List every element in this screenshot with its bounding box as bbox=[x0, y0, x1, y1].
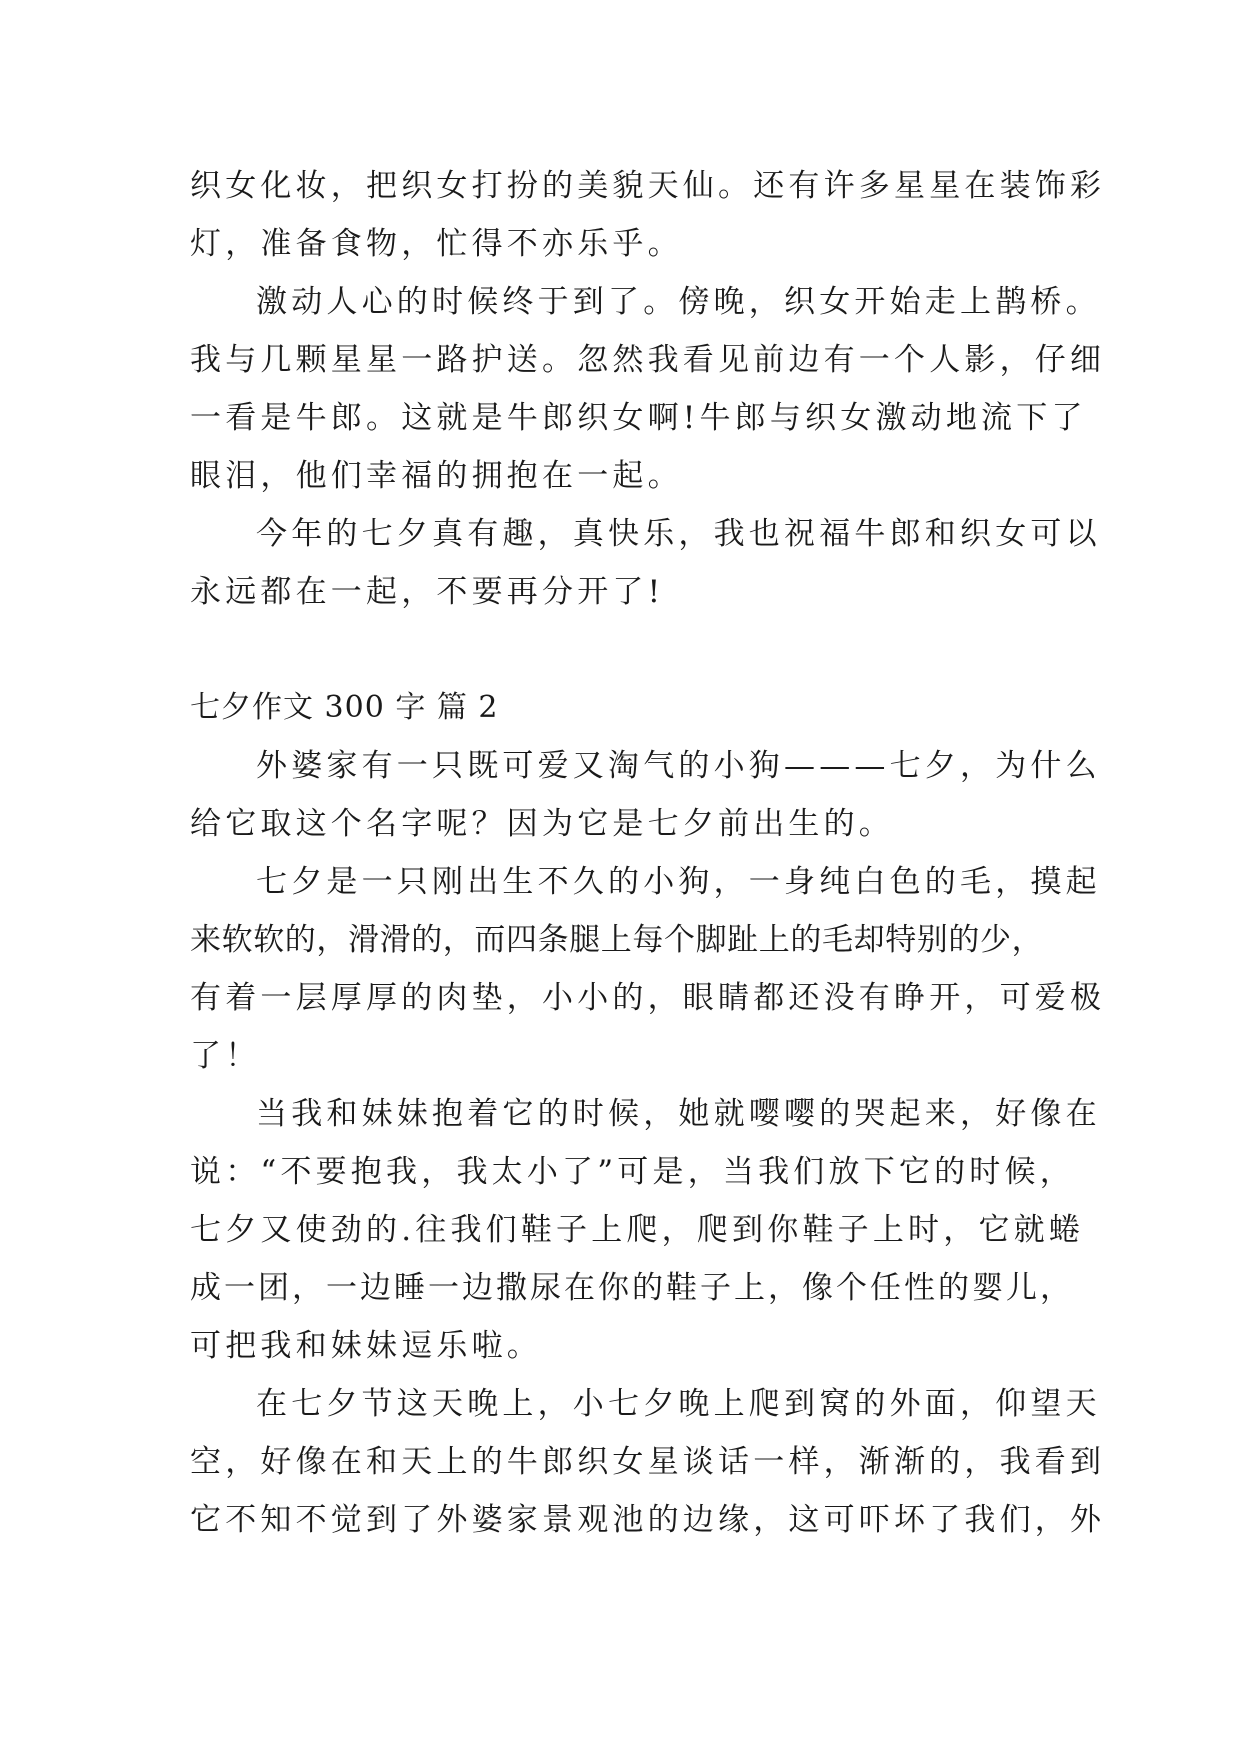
paragraph-line: 空，好像在和天上的牛郎织女星谈话一样，渐渐的，我看到 bbox=[190, 1444, 1106, 1480]
section-heading: 七夕作文 300 字 篇 2 bbox=[190, 690, 499, 725]
paragraph-line: 来软软的，滑滑的，而四条腿上每个脚趾上的毛却特别的少， bbox=[190, 922, 1044, 958]
paragraph-line: 有着一层厚厚的肉垫，小小的，眼睛都还没有睁开，可爱极 bbox=[190, 980, 1106, 1016]
paragraph-line: 了！ bbox=[190, 1038, 261, 1074]
paragraph-line: 眼泪，他们幸福的拥抱在一起。 bbox=[190, 458, 683, 494]
paragraph-line: 激动人心的时候终于到了。傍晚，织女开始走上鹊桥。 bbox=[256, 284, 1101, 320]
paragraph-line: 今年的七夕真有趣，真快乐，我也祝福牛郎和织女可以 bbox=[256, 516, 1101, 552]
paragraph-line: 我与几颗星星一路护送。忽然我看见前边有一个人影，仔细 bbox=[190, 342, 1106, 378]
paragraph-line: 说：“不要抱我，我太小了”可是，当我们放下它的时候， bbox=[190, 1154, 1075, 1190]
paragraph-line: 它不知不觉到了外婆家景观池的边缘，这可吓坏了我们，外 bbox=[190, 1502, 1106, 1538]
paragraph-line: 成一团，一边睡一边撒尿在你的鞋子上，像个任性的婴儿， bbox=[190, 1270, 1074, 1306]
paragraph-line: 织女化妆，把织女打扮的美貌天仙。还有许多星星在装饰彩 bbox=[190, 168, 1106, 204]
paragraph-line: 七夕又使劲的.往我们鞋子上爬，爬到你鞋子上时，它就蜷 bbox=[190, 1212, 1085, 1248]
paragraph-line: 当我和妹妹抱着它的时候，她就嘤嘤的哭起来，好像在 bbox=[256, 1096, 1101, 1132]
paragraph-line: 永远都在一起，不要再分开了! bbox=[190, 574, 665, 610]
paragraph-line: 一看是牛郎。这就是牛郎织女啊!牛郎与织女激动地流下了 bbox=[190, 400, 1087, 436]
paragraph-line: 七夕是一只刚出生不久的小狗，一身纯白色的毛，摸起 bbox=[256, 864, 1101, 900]
paragraph-line: 可把我和妹妹逗乐啦。 bbox=[190, 1328, 542, 1364]
paragraph-line: 外婆家有一只既可爱又淘气的小狗———七夕，为什么 bbox=[256, 748, 1101, 784]
paragraph-line: 给它取这个名字呢？因为它是七夕前出生的。 bbox=[190, 806, 894, 842]
paragraph-line: 灯，准备食物，忙得不亦乐乎。 bbox=[190, 226, 683, 262]
paragraph-line: 在七夕节这天晚上，小七夕晚上爬到窝的外面，仰望天 bbox=[256, 1386, 1101, 1422]
